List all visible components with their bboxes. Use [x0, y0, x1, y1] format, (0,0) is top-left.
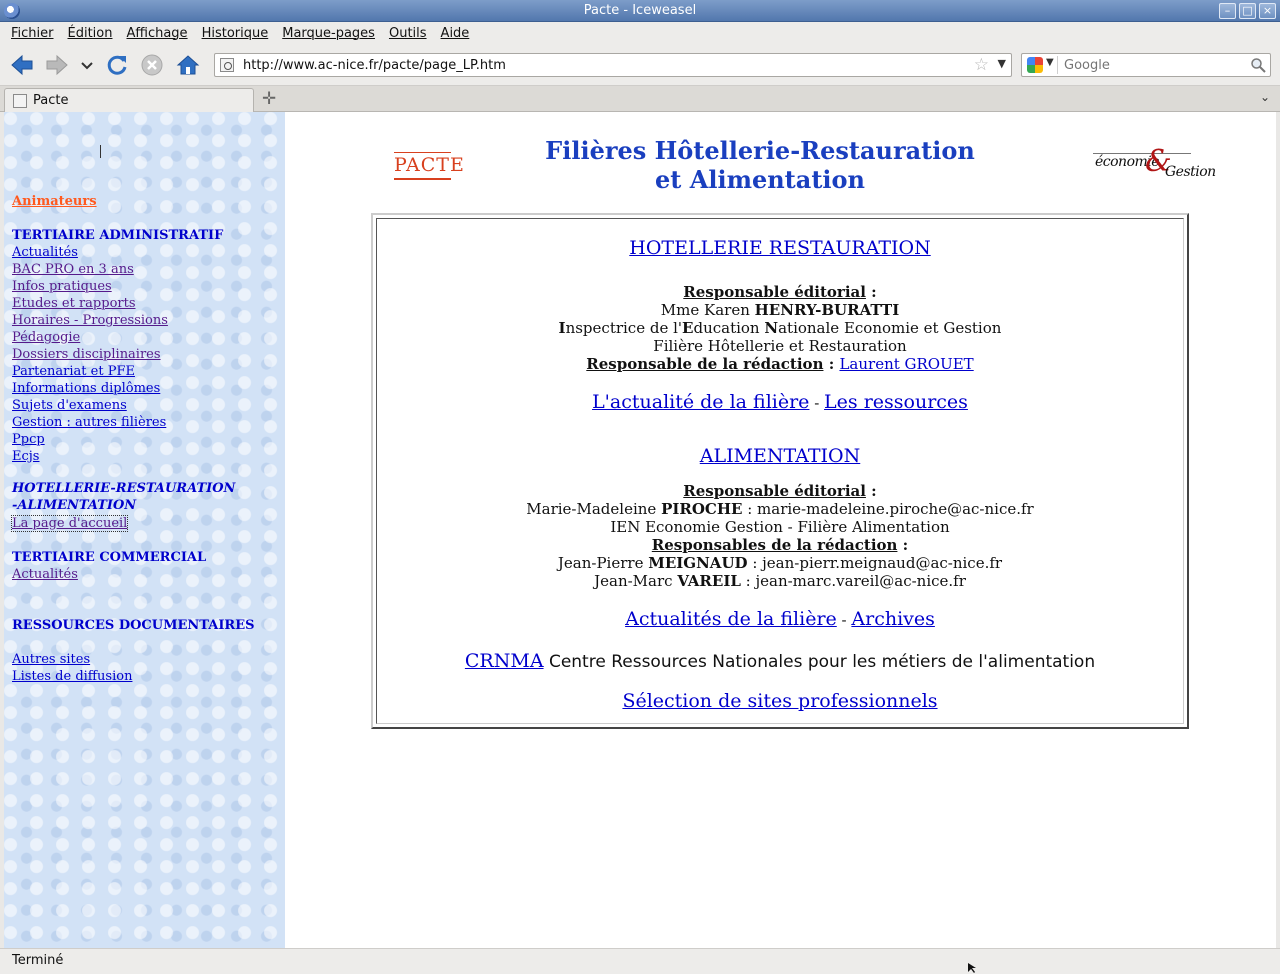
link-hotellerie-restauration[interactable]: HOTELLERIE RESTAURATION [629, 237, 931, 259]
link-horaires[interactable]: Horaires - Progressions [12, 313, 168, 328]
left-navigation [4, 112, 285, 948]
link-actualites-commercial[interactable]: Actualités [12, 567, 78, 582]
menu-historique[interactable]: Historique [201, 25, 269, 41]
link-pedagogie[interactable]: Pédagogie [12, 330, 81, 345]
url-bar[interactable] [214, 53, 1012, 77]
link-ppcp[interactable]: Ppcp [12, 432, 45, 447]
minimize-button[interactable]: – [1219, 3, 1236, 19]
alimentation-resp-line: Responsable éditorial : [683, 482, 877, 500]
alimentation-redac-1: Jean-Pierre MEIGNAUD : jean-pierr.meignaud@ac-nice.fr [557, 554, 1003, 572]
url-input[interactable] [243, 56, 963, 74]
link-archives[interactable]: Archives [851, 608, 935, 630]
hotellerie-resp-title: Inspectrice de l'Education Nationale Economie et Gestion [558, 319, 1002, 337]
title-bar [0, 0, 1280, 22]
link-laurent-grouet[interactable]: Laurent GROUET [839, 355, 974, 373]
back-arrow-icon[interactable] [10, 53, 34, 77]
alimentation-links: Actualités de la filière - Archives [625, 608, 935, 630]
mouse-pointer-icon [968, 963, 978, 973]
page-title [525, 136, 995, 194]
close-button[interactable]: × [1259, 3, 1276, 19]
new-tab-plus-icon[interactable]: ✛ [262, 89, 277, 109]
tab-bar [0, 86, 1280, 112]
status-bar [0, 948, 1280, 974]
link-actualite-filiere[interactable]: L'actualité de la filière [592, 391, 810, 413]
link-sujets-examens[interactable]: Sujets d'examens [12, 398, 127, 413]
title-line-1: Filières Hôtellerie-Restauration [545, 136, 975, 165]
hotellerie-resp-name: Mme Karen HENRY-BURATTI [660, 301, 900, 319]
tab-pacte[interactable] [4, 88, 254, 113]
history-dropdown-icon[interactable] [80, 53, 94, 77]
menu-affichage[interactable]: Affichage [126, 25, 188, 41]
selection-line [377, 690, 1183, 712]
link-page-accueil[interactable]: La page d'accueil [12, 516, 128, 531]
link-ressources[interactable]: Les ressources [824, 391, 968, 413]
navigation-toolbar [0, 44, 1280, 86]
link-infos-pratiques[interactable]: Infos pratiques [12, 279, 112, 294]
link-actualites[interactable]: Actualités [12, 245, 78, 260]
link-etudes-rapports[interactable]: Etudes et rapports [12, 296, 136, 311]
title-line-2: et Alimentation [655, 165, 865, 194]
alimentation-redaction-line: Responsables de la rédaction : [651, 536, 909, 554]
link-animateurs[interactable]: Animateurs [12, 194, 97, 209]
link-bac-pro[interactable]: BAC PRO en 3 ans [12, 262, 134, 277]
logo-ampersand: & [1145, 144, 1172, 179]
link-selection-sites[interactable]: Sélection de sites professionnels [622, 690, 938, 712]
info-box [371, 213, 1189, 729]
economie-gestion-logo [1093, 144, 1216, 188]
heading-hotellerie-2: -ALIMENTATION [12, 498, 137, 513]
link-ecjs[interactable]: Ecjs [12, 449, 40, 464]
hotellerie-resp-filiere: Filière Hôtellerie et Restauration [653, 337, 907, 355]
search-input[interactable] [1064, 56, 1244, 74]
section-alimentation [377, 445, 1183, 467]
text-cursor-icon [100, 145, 102, 158]
alimentation-resp-title: IEN Economie Gestion - Filière Alimentation [610, 518, 950, 536]
forward-arrow-icon[interactable] [45, 53, 69, 77]
google-icon [1027, 57, 1043, 73]
hotellerie-redaction-line: Responsable de la rédaction : Laurent GROUET [586, 355, 974, 373]
hotellerie-resp-line: Responsable éditorial : [683, 283, 877, 301]
status-text: Terminé [12, 953, 64, 968]
main-content [285, 112, 1276, 948]
logo-text-1: économie [1095, 154, 1160, 170]
menu-aide[interactable]: Aide [440, 25, 470, 41]
url-history-dropdown-icon[interactable]: ▼ [997, 57, 1006, 70]
chevron-down-icon[interactable]: ⌄ [1259, 90, 1270, 104]
menu-edition[interactable]: Édition [67, 25, 113, 41]
window-title: Pacte - Iceweasel [583, 3, 697, 18]
heading-tertiaire-commercial: TERTIAIRE COMMERCIAL [12, 550, 207, 565]
heading-hotellerie-1: HOTELLERIE-RESTAURATION [12, 481, 236, 496]
link-alimentation[interactable]: ALIMENTATION [699, 445, 861, 467]
search-icon[interactable] [1250, 57, 1266, 73]
link-dossiers[interactable]: Dossiers disciplinaires [12, 347, 161, 362]
link-autres-sites[interactable]: Autres sites [12, 652, 91, 667]
stop-icon[interactable] [140, 53, 164, 77]
app-icon[interactable] [4, 3, 20, 19]
link-informations-diplomes[interactable]: Informations diplômes [12, 381, 161, 396]
reload-icon[interactable] [105, 53, 129, 77]
menu-fichier[interactable]: Fichier [11, 25, 54, 41]
link-partenariat[interactable]: Partenariat et PFE [12, 364, 135, 379]
tab-label: Pacte [33, 93, 69, 108]
maximize-button[interactable]: □ [1239, 3, 1256, 19]
link-actualites-filiere[interactable]: Actualités de la filière [625, 608, 837, 630]
link-listes-diffusion[interactable]: Listes de diffusion [12, 669, 133, 684]
bookmark-star-icon[interactable]: ☆ [973, 55, 989, 75]
pacte-logo: PACTE [394, 152, 451, 180]
menu-bar [0, 22, 1280, 44]
alimentation-resp-name: Marie-Madeleine PIROCHE : marie-madeleine.piroche@ac-nice.fr [526, 500, 1034, 518]
home-icon[interactable] [176, 53, 200, 77]
search-bar[interactable] [1021, 53, 1271, 77]
heading-tertiaire-administratif: TERTIAIRE ADMINISTRATIF [12, 228, 224, 243]
link-gestion-autres[interactable]: Gestion : autres filières [12, 415, 167, 430]
hotellerie-links: L'actualité de la filière - Les ressources [592, 391, 968, 413]
link-crnma[interactable]: CRNMA [464, 650, 544, 672]
heading-ressources: RESSOURCES DOCUMENTAIRES [12, 618, 255, 633]
page-content [4, 112, 1276, 948]
search-engine-selector[interactable] [1024, 56, 1058, 74]
logo-text-2: Gestion [1165, 164, 1216, 180]
site-identity-icon[interactable] [220, 58, 234, 72]
section-hotellerie [377, 237, 1183, 259]
page-icon [13, 94, 27, 108]
menu-marque-pages[interactable]: Marque-pages [282, 25, 375, 41]
alimentation-redac-2: Jean-Marc VAREIL : jean-marc.vareil@ac-nice.fr [594, 572, 966, 590]
menu-outils[interactable]: Outils [388, 25, 427, 41]
crnma-line: CRNMA Centre Ressources Nationales pour les métiers de l'alimentation [464, 650, 1096, 672]
chevron-down-icon: ▼ [1046, 57, 1054, 68]
